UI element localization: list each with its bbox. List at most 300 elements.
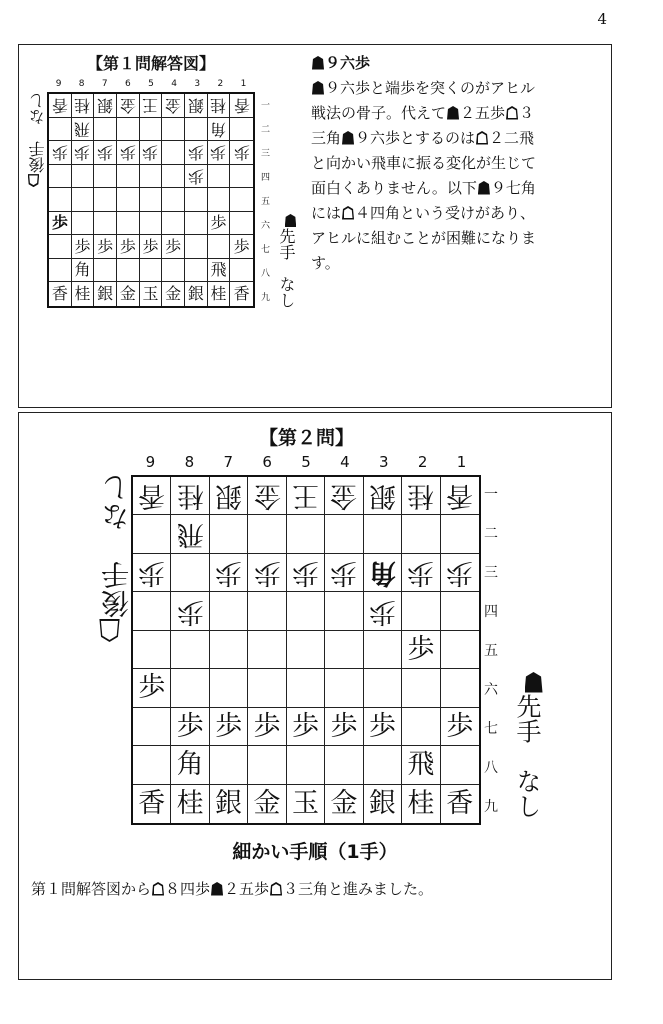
file-number: 3 (194, 79, 201, 89)
board-square (230, 212, 253, 236)
shogi-piece: 歩 (142, 236, 159, 256)
problem2-rank-numbers (484, 475, 498, 825)
board-square (185, 259, 208, 283)
shogi-piece: 桂 (74, 284, 91, 304)
problem2-gote-hand (97, 473, 137, 643)
file-number: 7 (223, 453, 233, 471)
board-square (171, 477, 209, 515)
board-square (287, 785, 325, 823)
board-square (364, 477, 402, 515)
board-square (210, 554, 248, 592)
shogi-piece: 桂 (407, 480, 435, 512)
board-square (248, 631, 286, 669)
board-square (185, 235, 208, 259)
rank-number: 四 (261, 172, 271, 183)
shogi-piece: 飛 (74, 119, 91, 139)
shogi-piece: 金 (119, 96, 136, 116)
board-square (208, 118, 231, 142)
shogi-piece: 王 (291, 480, 319, 512)
problem1-file-numbers (47, 79, 255, 89)
board-square (72, 235, 95, 259)
board-square (162, 165, 185, 189)
gote-hand-pieces: なし (28, 93, 47, 125)
board-square (441, 515, 479, 553)
gote-role: 後手 (28, 141, 47, 173)
board-square (230, 259, 253, 283)
shogi-piece: 金 (119, 284, 136, 304)
board-square (162, 212, 185, 236)
board-square (72, 282, 95, 306)
shogi-piece: 桂 (210, 284, 227, 304)
shogi-piece: 銀 (368, 788, 396, 820)
shogi-piece: 歩 (51, 213, 68, 233)
shogi-piece: 歩 (74, 143, 91, 163)
file-number: 7 (101, 79, 108, 89)
board-square (72, 94, 95, 118)
shogi-piece: 歩 (407, 557, 435, 589)
sente-role: 先手 (513, 693, 542, 744)
shogi-piece: 桂 (74, 96, 91, 116)
board-square (210, 669, 248, 707)
board-square (208, 212, 231, 236)
problem2-board (131, 475, 481, 825)
board-square (208, 259, 231, 283)
board-square (364, 592, 402, 630)
shogi-piece: 歩 (187, 143, 204, 163)
sente-piece-icon (211, 882, 223, 896)
shogi-piece: 銀 (215, 480, 243, 512)
problem1-title: 【第１問解答図】 (87, 54, 216, 73)
board-square (49, 188, 72, 212)
file-number: 5 (301, 453, 311, 471)
board-square (133, 592, 171, 630)
board-square (72, 118, 95, 142)
board-square (49, 212, 72, 236)
rank-number: 六 (484, 681, 498, 698)
shogi-piece: 金 (165, 96, 182, 116)
shogi-piece: 銀 (368, 480, 396, 512)
file-number: 2 (217, 79, 224, 89)
board-square (117, 282, 140, 306)
board-square (287, 515, 325, 553)
board-square (162, 141, 185, 165)
problem2-subtitle: 細かい手順（1手） (232, 841, 398, 863)
board-square (325, 592, 363, 630)
board-square (140, 282, 163, 306)
board-square (171, 785, 209, 823)
rank-number: 一 (261, 100, 271, 111)
gote-piece-icon (342, 206, 354, 220)
shogi-piece: 歩 (446, 710, 474, 742)
rank-number: 三 (261, 148, 271, 159)
rank-number: 七 (261, 244, 271, 255)
board-square (208, 165, 231, 189)
board-square (364, 515, 402, 553)
shogi-piece: 歩 (74, 236, 91, 256)
rank-number: 二 (484, 526, 498, 543)
board-square (72, 141, 95, 165)
shogi-piece: 歩 (97, 236, 114, 256)
board-square (441, 785, 479, 823)
board-square (171, 746, 209, 784)
gote-role: 後手 (100, 560, 133, 618)
board-square (49, 282, 72, 306)
board-square (325, 554, 363, 592)
board-square (49, 94, 72, 118)
board-square (402, 669, 440, 707)
board-square (248, 592, 286, 630)
shogi-piece: 香 (138, 788, 166, 820)
shogi-piece: 歩 (210, 213, 227, 233)
board-square (402, 746, 440, 784)
board-square (185, 94, 208, 118)
rank-number: 七 (484, 720, 498, 737)
board-square (94, 259, 117, 283)
board-square (364, 746, 402, 784)
board-square (171, 708, 209, 746)
shogi-piece: 香 (233, 96, 250, 116)
shogi-piece: 歩 (176, 710, 204, 742)
board-square (441, 631, 479, 669)
problem1-rank-numbers (261, 92, 270, 308)
board-square (402, 477, 440, 515)
board-square (287, 592, 325, 630)
rank-number: 五 (484, 643, 498, 659)
board-square (248, 515, 286, 553)
board-square (402, 554, 440, 592)
shogi-piece: 銀 (187, 96, 204, 116)
problem2-sente-hand (509, 671, 545, 819)
board-square (210, 477, 248, 515)
sente-piece-icon (525, 672, 543, 693)
board-square (49, 235, 72, 259)
sente-piece-icon (312, 56, 324, 70)
board-square (230, 141, 253, 165)
board-square (140, 212, 163, 236)
shogi-piece: 桂 (407, 788, 435, 820)
board-square (133, 477, 171, 515)
board-square (287, 631, 325, 669)
board-square (94, 212, 117, 236)
board-square (117, 141, 140, 165)
commentary-heading: ９六歩 (311, 51, 607, 76)
problem2-file-numbers (131, 453, 481, 471)
shogi-piece: 銀 (187, 284, 204, 304)
board-square (133, 554, 171, 592)
rank-number: 一 (484, 487, 498, 504)
file-number: 4 (340, 453, 350, 471)
shogi-piece: 歩 (119, 143, 136, 163)
shogi-piece: 歩 (368, 710, 396, 742)
board-square (140, 94, 163, 118)
board-square (171, 515, 209, 553)
shogi-piece: 桂 (176, 480, 204, 512)
sente-piece-icon (342, 131, 354, 145)
gote-piece-icon (270, 882, 282, 896)
shogi-piece: 玉 (142, 284, 159, 304)
rank-number: 三 (484, 565, 498, 582)
sente-piece-icon (447, 106, 459, 120)
rank-number: 九 (484, 798, 498, 815)
board-square (94, 282, 117, 306)
shogi-piece: 歩 (187, 166, 204, 186)
board-square (230, 118, 253, 142)
sente-piece-icon (285, 214, 297, 227)
board-square (210, 515, 248, 553)
shogi-piece: 金 (330, 788, 358, 820)
board-square (162, 188, 185, 212)
board-square (402, 631, 440, 669)
board-square (364, 708, 402, 746)
shogi-piece: 歩 (330, 710, 358, 742)
shogi-piece: 香 (446, 480, 474, 512)
board-square (210, 592, 248, 630)
board-square (325, 477, 363, 515)
board-square (162, 282, 185, 306)
gote-piece-icon (506, 106, 518, 120)
board-square (162, 94, 185, 118)
shogi-piece: 桂 (176, 788, 204, 820)
board-square (325, 631, 363, 669)
rank-number: 八 (261, 268, 271, 279)
board-square (133, 669, 171, 707)
board-square (208, 282, 231, 306)
shogi-piece: 角 (74, 260, 91, 280)
gote-piece-icon (152, 882, 164, 896)
file-number: 1 (456, 453, 467, 471)
board-square (185, 141, 208, 165)
file-number: 4 (171, 79, 177, 89)
sente-hand-pieces: なし (513, 768, 542, 819)
problem2-move-sequence: 第１問解答図から ８四歩 ２五歩 ３三角と進みました。 (31, 880, 434, 898)
problem1-board (47, 92, 255, 308)
board-square (208, 94, 231, 118)
shogi-piece: 歩 (446, 557, 474, 589)
board-square (140, 235, 163, 259)
sente-piece-icon (478, 181, 490, 195)
board-square (248, 669, 286, 707)
board-square (162, 118, 185, 142)
board-square (140, 188, 163, 212)
shogi-piece: 歩 (253, 557, 281, 589)
shogi-piece: 香 (138, 480, 166, 512)
rank-number: 六 (261, 220, 271, 231)
shogi-piece: 歩 (138, 557, 166, 589)
board-square (248, 746, 286, 784)
shogi-piece: 香 (446, 788, 474, 820)
board-square (72, 212, 95, 236)
shogi-piece: 玉 (291, 788, 319, 820)
board-square (162, 235, 185, 259)
shogi-piece: 飛 (176, 518, 204, 550)
file-number: 1 (240, 79, 247, 89)
rank-number: 九 (261, 292, 271, 303)
board-square (248, 708, 286, 746)
board-square (441, 746, 479, 784)
rank-number: 二 (261, 124, 271, 135)
board-square (133, 515, 171, 553)
shogi-piece: 歩 (368, 595, 396, 627)
board-square (402, 708, 440, 746)
board-square (441, 592, 479, 630)
shogi-piece: 香 (51, 284, 68, 304)
board-square (325, 708, 363, 746)
shogi-piece: 角 (210, 119, 227, 139)
board-square (325, 785, 363, 823)
board-square (133, 746, 171, 784)
board-square (325, 669, 363, 707)
board-square (185, 165, 208, 189)
shogi-piece: 歩 (138, 672, 166, 704)
shogi-piece: 飛 (210, 260, 227, 280)
shogi-piece: 歩 (210, 143, 227, 163)
file-number: 9 (55, 79, 62, 89)
rank-number: 八 (484, 759, 498, 776)
board-square (185, 118, 208, 142)
board-square (230, 235, 253, 259)
shogi-piece: 歩 (233, 143, 250, 163)
board-square (117, 259, 140, 283)
board-square (72, 259, 95, 283)
problem1-sente-hand (275, 213, 298, 308)
shogi-piece: 金 (253, 480, 281, 512)
shogi-piece: 歩 (97, 143, 114, 163)
board-square (287, 554, 325, 592)
shogi-piece: 銀 (97, 284, 114, 304)
board-square (94, 165, 117, 189)
shogi-piece: 金 (253, 788, 281, 820)
board-square (325, 746, 363, 784)
shogi-piece: 歩 (51, 143, 68, 163)
shogi-piece: 歩 (176, 595, 204, 627)
commentary-body: ９六歩と端歩を突くのがアヒル 戦法の骨子。代えて ２五歩 ３ 三角 ９六歩とするのは ２二飛 と向かい飛車に振る変化が生じて 面白くありません。以下 ９七角 には ４四角という受けがあり、 アヒルに組むことが困難になりま す。 (311, 79, 537, 272)
shogi-piece: 歩 (142, 143, 159, 163)
board-square (72, 188, 95, 212)
board-square (402, 785, 440, 823)
board-square (248, 554, 286, 592)
board-square (325, 515, 363, 553)
board-square (94, 235, 117, 259)
board-square (94, 94, 117, 118)
board-square (49, 259, 72, 283)
shogi-piece: 角 (176, 749, 204, 781)
board-square (208, 235, 231, 259)
shogi-piece: 金 (165, 284, 182, 304)
board-square (133, 631, 171, 669)
file-number: 3 (379, 453, 389, 471)
board-square (230, 165, 253, 189)
shogi-piece: 銀 (97, 96, 114, 116)
board-square (402, 515, 440, 553)
board-square (117, 94, 140, 118)
shogi-piece: 歩 (215, 557, 243, 589)
board-square (441, 669, 479, 707)
board-square (49, 118, 72, 142)
board-square (210, 631, 248, 669)
board-square (287, 746, 325, 784)
shogi-piece: 金 (330, 480, 358, 512)
problem1-gote-hand (26, 93, 49, 188)
gote-piece-icon (28, 174, 40, 187)
board-square (287, 477, 325, 515)
rank-number: 五 (261, 196, 271, 207)
shogi-piece: 桂 (210, 96, 227, 116)
board-square (140, 259, 163, 283)
shogi-piece: 歩 (291, 710, 319, 742)
page-number: 4 (597, 10, 607, 28)
board-square (171, 592, 209, 630)
board-square (441, 554, 479, 592)
board-square (210, 746, 248, 784)
board-square (117, 212, 140, 236)
board-square (49, 165, 72, 189)
board-square (208, 141, 231, 165)
shogi-piece: 歩 (407, 633, 435, 665)
board-square (287, 708, 325, 746)
board-square (133, 708, 171, 746)
board-square (72, 165, 95, 189)
board-square (210, 785, 248, 823)
shogi-piece: 香 (233, 284, 250, 304)
shogi-piece: 飛 (407, 749, 435, 781)
problem1-commentary (311, 51, 607, 276)
board-square (140, 141, 163, 165)
problem1-panel (18, 44, 612, 408)
board-square (208, 188, 231, 212)
sente-role: 先手 (277, 228, 296, 261)
gote-piece-icon (99, 619, 119, 642)
board-square (441, 708, 479, 746)
file-number: 8 (78, 79, 85, 89)
shogi-piece: 角 (368, 557, 396, 589)
shogi-piece: 歩 (165, 236, 182, 256)
shogi-piece: 王 (142, 96, 159, 116)
board-square (94, 141, 117, 165)
file-number: 6 (262, 453, 272, 471)
shogi-piece: 歩 (215, 710, 243, 742)
board-square (140, 165, 163, 189)
board-square (162, 259, 185, 283)
board-square (402, 592, 440, 630)
shogi-piece: 香 (51, 96, 68, 116)
board-square (441, 477, 479, 515)
shogi-piece: 歩 (330, 557, 358, 589)
file-number: 6 (125, 79, 131, 89)
board-square (230, 188, 253, 212)
board-square (117, 118, 140, 142)
sente-hand-pieces: なし (277, 276, 296, 309)
board-square (171, 554, 209, 592)
board-square (94, 188, 117, 212)
board-square (171, 669, 209, 707)
board-square (185, 282, 208, 306)
board-square (230, 282, 253, 306)
board-square (364, 554, 402, 592)
board-square (185, 212, 208, 236)
board-square (364, 669, 402, 707)
board-square (140, 118, 163, 142)
board-square (171, 631, 209, 669)
board-square (364, 785, 402, 823)
shogi-piece: 歩 (233, 236, 250, 256)
board-square (230, 94, 253, 118)
board-square (248, 785, 286, 823)
file-number: 2 (417, 453, 428, 471)
board-square (248, 477, 286, 515)
problem2-panel (18, 412, 612, 980)
rank-number: 四 (484, 604, 498, 621)
board-square (185, 188, 208, 212)
